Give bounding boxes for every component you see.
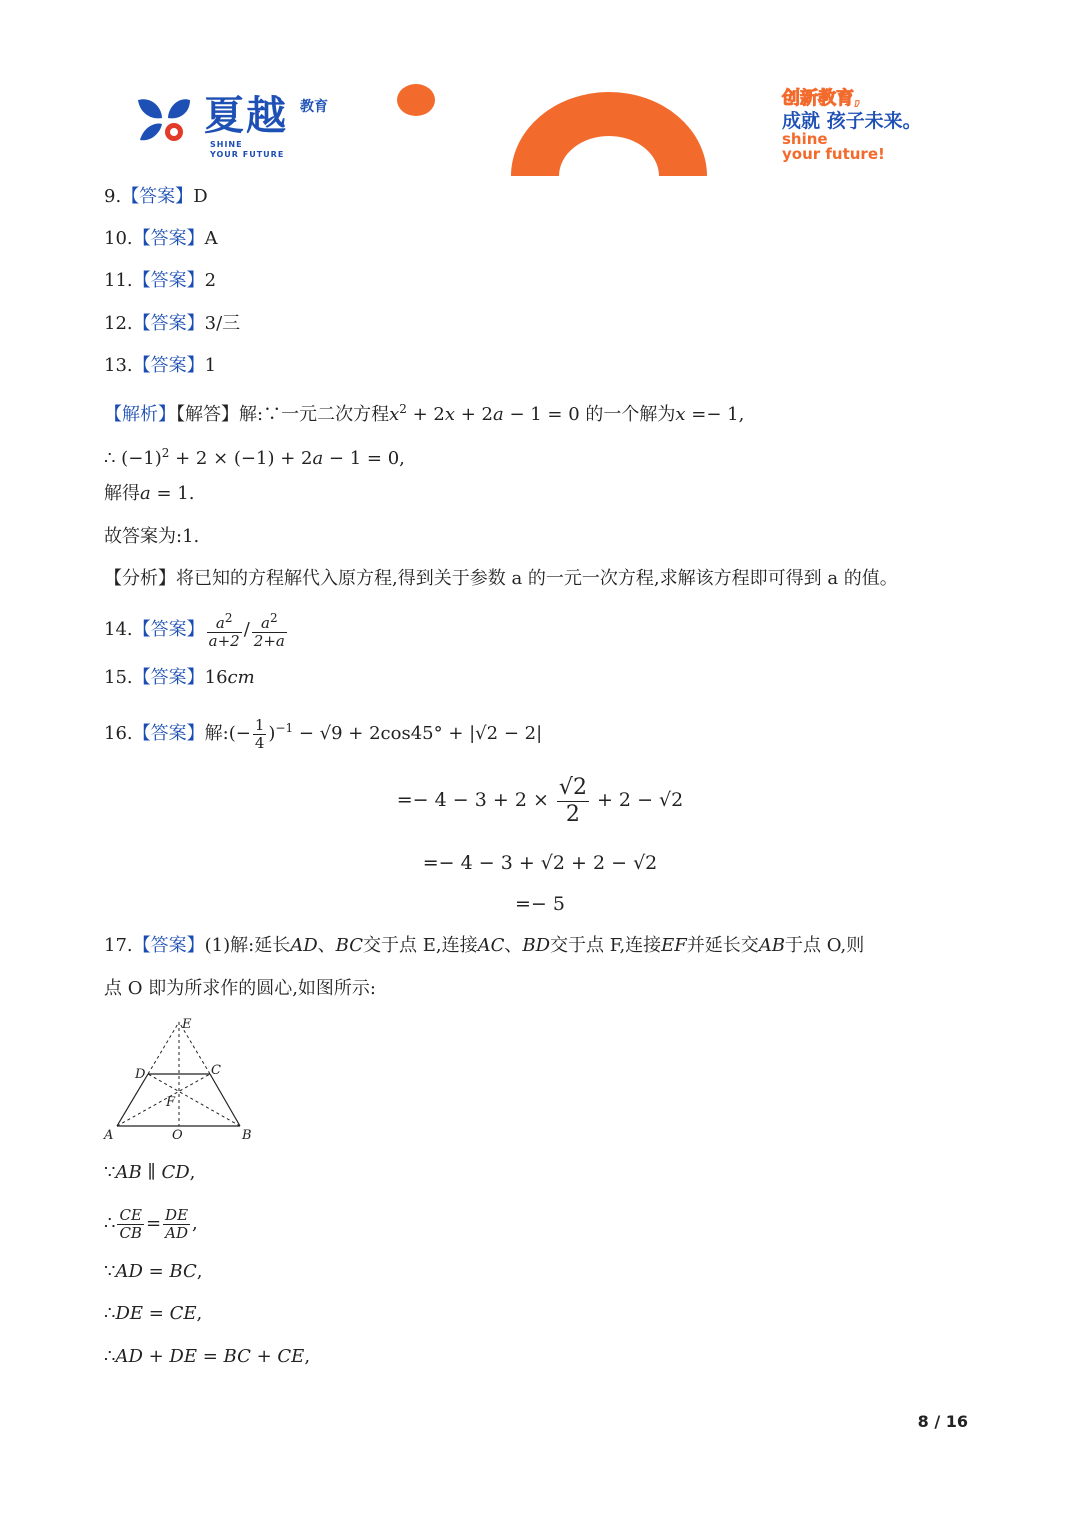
answer-13: 13.【答案】1	[104, 355, 217, 376]
q13-solution-line-1: 【解析】【解答】解:∵一元二次方程$x^2 + 2x + 2a - 1 = 0$ 的一个解为x =− 1,	[104, 402, 745, 425]
label-E: E	[182, 1017, 192, 1032]
q16-step-2: =− 4 − 3 + √2 + 2 − √2	[422, 852, 658, 874]
label-O: O	[172, 1128, 183, 1143]
page-number: 8 / 16	[917, 1412, 968, 1431]
answer-16: 16.【答案】解:(− $\frac{1}{4}$ )$^{-1}$ − √9 + 2cos45° + |√2 − 2|	[104, 715, 543, 752]
butterfly-logo-icon	[134, 96, 196, 144]
q13-solution-line-2: ∴ $(-1)^2 + 2 \times (-1) + 2a - 1 = 0$,	[104, 446, 405, 469]
q17-step-4: ∴DE = CE,	[104, 1303, 203, 1324]
brand-en-1: SHINE	[210, 140, 243, 149]
answer-17-line-2: 点 O 即为所求作的圆心,如图所示:	[104, 978, 376, 999]
q17-step-5: ∴AD + DE = BC + CE,	[104, 1346, 311, 1367]
brand-sub: 教育	[300, 99, 328, 115]
slogan-line-4: your future!	[782, 145, 885, 163]
label-A: A	[104, 1128, 114, 1143]
q17-step-1: ∵AB ∥ CD,	[104, 1162, 196, 1183]
trapezoid-figure	[100, 1014, 260, 1146]
brand-name: 夏越	[204, 93, 288, 139]
answer-17-line-1: 17.【答案】(1)解:延长AD、BC交于点 E,连接AC、BD交于点 F,连接EF并延长交AB于点 O,则	[104, 935, 865, 956]
q13-solution-line-3: 解得a = 1.	[104, 483, 195, 504]
orange-dot-icon	[397, 84, 435, 116]
label-F: F	[166, 1095, 176, 1110]
label-D: D	[135, 1067, 146, 1082]
q16-step-3: =− 5	[515, 893, 565, 915]
slogan	[782, 88, 982, 168]
brand-en-2: YOUR FUTURE	[210, 150, 285, 159]
label-C: C	[211, 1063, 221, 1078]
slogan-line-1: 创新教育,	[782, 88, 861, 109]
answer-14: 14.【答案】 $\frac{a^2}{a+2}$ / $\frac{a^2}{2+a}$	[104, 611, 285, 650]
label-B: B	[242, 1128, 252, 1143]
answer-10: 10.【答案】A	[104, 228, 218, 249]
orange-arch-icon	[511, 92, 707, 176]
answer-15: 15.【答案】16cm	[104, 667, 255, 688]
q17-step-2: ∴ $\frac{CE}{CB}$ = $\frac{DE}{AD}$ ,	[104, 1205, 198, 1242]
slogan-line-2: 成就 孩子未来。	[782, 110, 922, 132]
answer-9: 9.【答案】D	[104, 186, 208, 207]
answer-11: 11.【答案】2	[104, 270, 217, 291]
answer-12: 12.【答案】3/三	[104, 313, 241, 334]
q16-step-1: =− 4 − 3 + 2 × $\frac{√2}{2}$ + 2 − √2	[396, 774, 684, 827]
q13-analysis: 【分析】将已知的方程解代入原方程,得到关于参数 a 的一元一次方程,求解该方程即可得到 a 的值。	[104, 568, 898, 589]
q13-solution-line-4: 故答案为:1.	[104, 526, 200, 547]
brand-logo	[134, 92, 344, 162]
slogan-line-3: shine	[782, 130, 828, 148]
q17-step-3: ∵AD = BC,	[104, 1261, 203, 1282]
